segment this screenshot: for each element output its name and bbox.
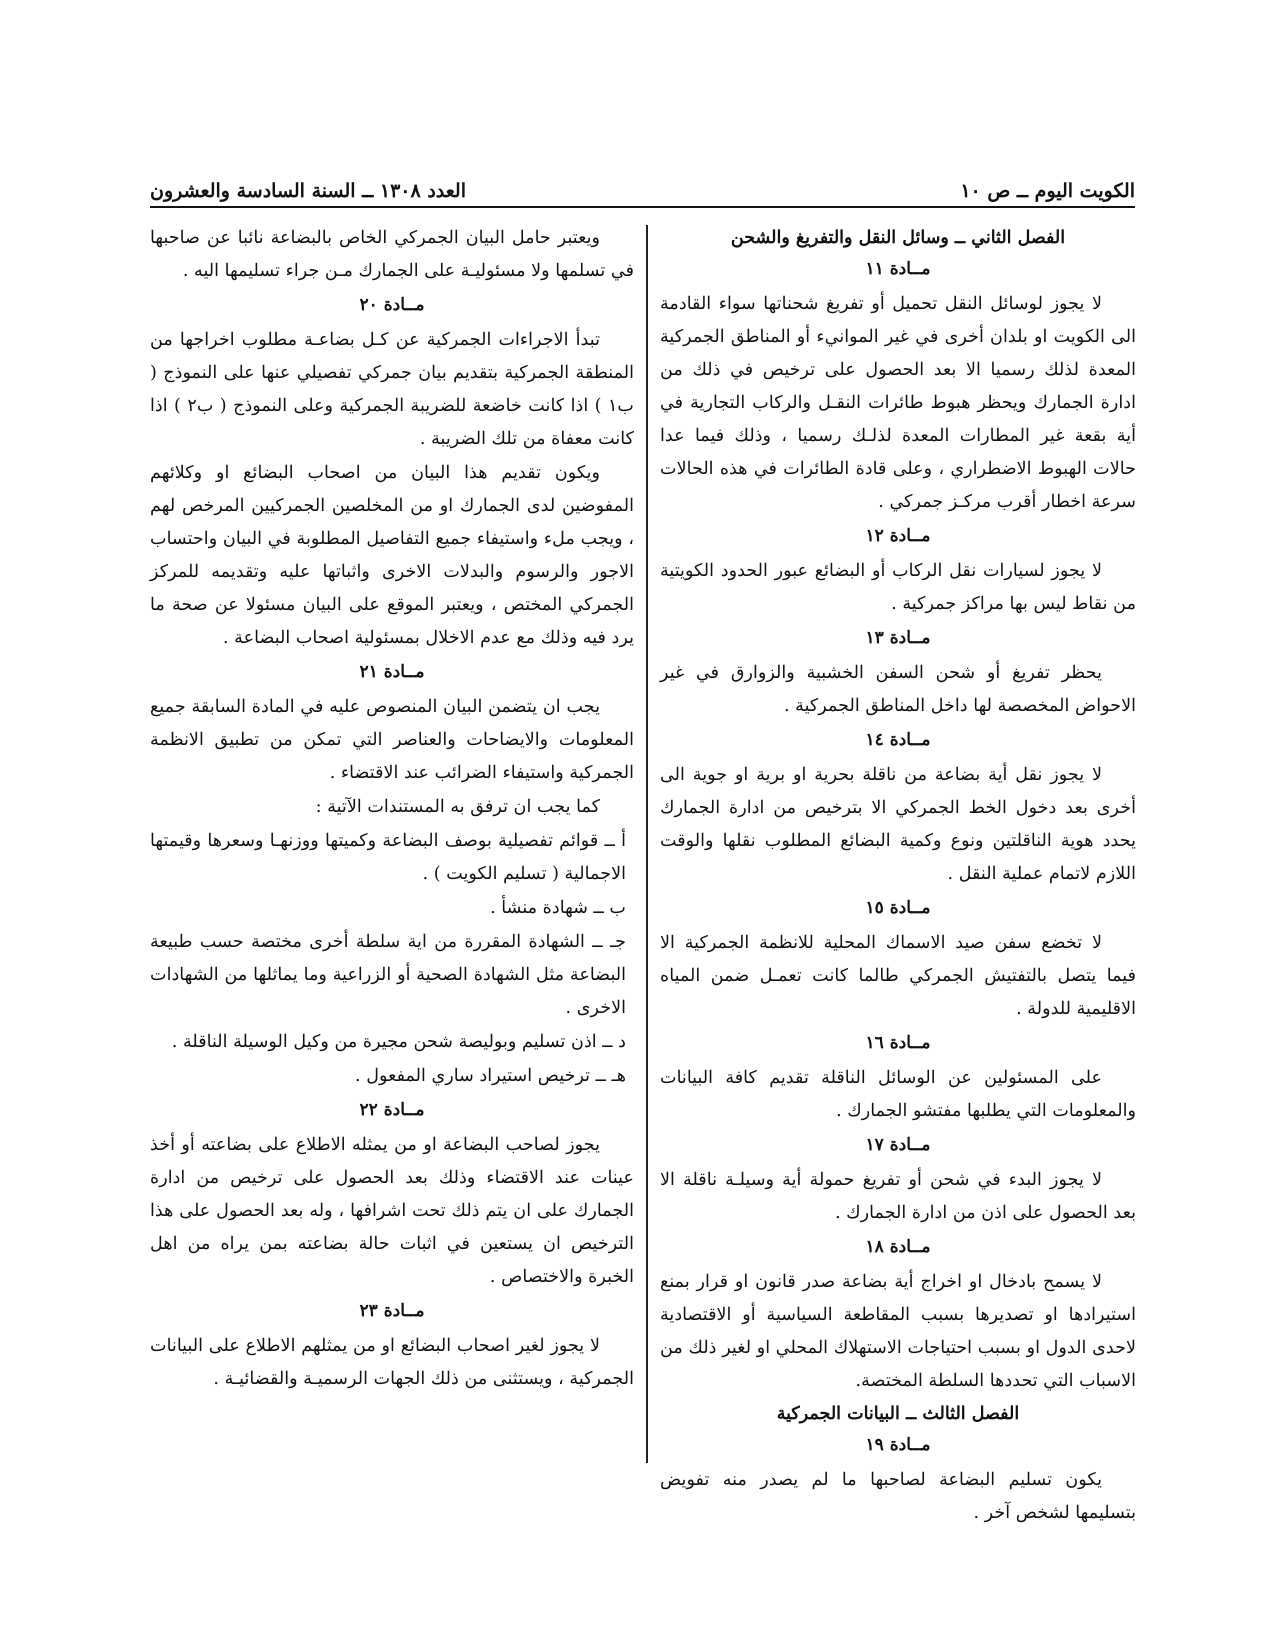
chapter-heading: الفصل الثالث ــ البيانات الجمركية — [776, 1404, 1020, 1424]
list-item: جـ ــ الشهادة المقررة من اية سلطة أخرى مختصة حسب طبيعة البضاعة مثل الشهادة الصحية أو الزراعية وما يماثلها من الشهادات الاخرى . — [150, 932, 626, 1018]
paragraph: يحظر تفريغ أو شحن السفن الخشبية والزوارق في غير الاحواض المخصصة لها داخل المناطق الجمركية . — [660, 663, 1136, 716]
paragraph: يجب ان يتضمن البيان المنصوص عليه في المادة السابقة جميع المعلومات والايضاحات والعناصر التي تمكن من تطبيق الانظمة الجمركية واستيفاء الضرائب عند الاقتضاء . — [150, 697, 634, 783]
paragraph: لا يجوز لغير اصحاب البضائع او من يمثلهم الاطلاع على البيانات الجمركية ، ويستثنى من ذلك الجهات الرسميـة والقضائيـة . — [150, 1336, 634, 1389]
list-item: هـ ــ ترخيص استيراد ساري المفعول . — [355, 1066, 626, 1086]
paragraph: لا يجوز البدء في شحن أو تفريغ حمولة أية وسيلـة ناقلة الا بعد الحصول على اذن من ادارة الجمارك . — [660, 1170, 1136, 1223]
column-divider — [646, 225, 648, 1463]
article-heading: مــادة ١٦ — [865, 1033, 931, 1053]
paragraph: ويعتبر حامل البيان الجمركي الخاص بالبضاعة نائبا عن صاحبها في تسلمها ولا مسئوليـة على الجمارك مـن جراء تسليمها اليه . — [150, 228, 634, 281]
header-right-title: الكويت اليوم ــ ص ١٠ — [960, 180, 1135, 202]
left-column — [150, 222, 634, 1397]
paragraph: لا تخضع سفن صيد الاسماك المحلية للانظمة الجمركية الا فيما يتصل بالتفتيش الجمركي طالما كانت تعمـل ضمن المياه الاقليمية للدولة . — [660, 933, 1136, 1019]
chapter-heading: الفصل الثاني ــ وسائل النقل والتفريغ والشحن — [730, 228, 1066, 248]
article-heading: مــادة ٢٣ — [359, 1301, 425, 1321]
right-column — [660, 222, 1136, 1531]
list-item: ب ــ شهادة منشأ . — [490, 898, 626, 918]
page-header — [150, 168, 1135, 208]
article-heading: مــادة ٢٠ — [359, 295, 425, 315]
paragraph: ويكون تقديم هذا البيان من اصحاب البضائع او وكلائهم المفوضين لدى الجمارك او من المخلصين الجمركيين المرخص لهم ، ويجب ملء واستيفاء جميع التفاصيل المطلوبة في البيان واحتساب الاجور والرسوم والبدلات الاخرى واثباتها عليه وتقديمه للمركز الجمركي المختص ، ويعتبر الموقع على البيان مسئولا عن صحة ما يرد فيه وذلك مع عدم الاخلال بمسئولية اصحاب البضاعة . — [150, 463, 634, 648]
paragraph: لا يجوز نقل أية بضاعة من ناقلة بحرية او برية او جوية الى أخرى بعد دخول الخط الجمركي الا بترخيص من ادارة الجمارك يحدد هوية الناقلتين ونوع وكمية البضائع المطلوب نقلها والوقت اللازم لاتمام عملية النقل . — [660, 765, 1136, 884]
paragraph: لا يسمح بادخال او اخراج أية بضاعة صدر قانون او قرار بمنع استيرادها او تصديرها بسبب المقاطعة السياسية أو الاقتصادية لاحدى الدول او بسبب احتياجات الاستهلاك المحلي او لغير ذلك من الاسباب التي تحددها السلطة المختصة. — [660, 1272, 1136, 1391]
paragraph: تبدأ الاجراءات الجمركية عن كـل بضاعـة مطلوب اخراجها من المنطقة الجمركية بتقديم بيان جمركي تفصيلي عنها على النموذج ( ب١ ) اذا كانت خاضعة للضريبة الجمركية وعلى النموذج ( ب٢ ) اذا كانت معفاة من تلك الضريبة . — [150, 330, 634, 449]
article-heading: مــادة ٢١ — [359, 662, 425, 682]
paragraph: لا يجوز لسيارات نقل الركاب أو البضائع عبور الحدود الكويتية من نقاط ليس بها مراكز جمركية . — [660, 561, 1136, 614]
article-heading: مــادة ١٧ — [865, 1135, 931, 1155]
paragraph: يجوز لصاحب البضاعة او من يمثله الاطلاع على بضاعته أو أخذ عينات عند الاقتضاء وذلك بعد الحصول على ترخيص من ادارة الجمارك على ان يتم ذلك تحت اشرافها ، وله بعد الحصول على هذا الترخيص ان يستعين في اثبات حالة بضاعته بمن يراه من اهل الخبرة والاختصاص . — [150, 1135, 634, 1287]
header-left-issue: العدد ١٣٠٨ ــ السنة السادسة والعشرون — [150, 180, 466, 202]
article-heading: مــادة ١٤ — [865, 730, 931, 750]
article-heading: مــادة ٢٢ — [359, 1100, 425, 1120]
paragraph: يكون تسليم البضاعة لصاحبها ما لم يصدر منه تفويض بتسليمها لشخص آخر . — [660, 1470, 1136, 1523]
article-heading: مــادة ١٨ — [865, 1237, 931, 1257]
article-heading: مــادة ١٣ — [865, 628, 931, 648]
list-item: د ــ اذن تسليم وبوليصة شحن مجيرة من وكيل الوسيلة الناقلة . — [171, 1032, 626, 1052]
paragraph: على المسئولين عن الوسائل الناقلة تقديم كافة البيانات والمعلومات التي يطلبها مفتشو الجمارك . — [660, 1068, 1136, 1121]
article-heading: مــادة ١٥ — [865, 898, 931, 918]
article-heading: مــادة ١٢ — [865, 526, 931, 546]
list-item: أ ــ قوائم تفصيلية بوصف البضاعة وكميتها ووزنهـا وسعرها وقيمتها الاجمالية ( تسليم الكويت ) . — [150, 831, 626, 884]
article-heading: مــادة ١٩ — [865, 1435, 931, 1455]
paragraph: كما يجب ان ترفق به المستندات الآتية : — [315, 797, 600, 817]
article-heading: مــادة ١١ — [865, 259, 931, 279]
paragraph: لا يجوز لوسائل النقل تحميل أو تفريغ شحناتها سواء القادمة الى الكويت او بلدان أخرى في غير الموانيء أو المناطق الجمركية المعدة لذلك رسميا الا بعد الحصول على ترخيص في ذلك من ادارة الجمارك ويحظر هبوط طائرات النقـل والركاب التجارية في أية بقعة غير المطارات المعدة لذلـك رسميا ، وذلك فيما عدا حالات الهبوط الاضطراري ، وعلى قادة الطائرات في هذه الحالات سرعة اخطار أقرب مركـز جمركي . — [660, 294, 1136, 512]
